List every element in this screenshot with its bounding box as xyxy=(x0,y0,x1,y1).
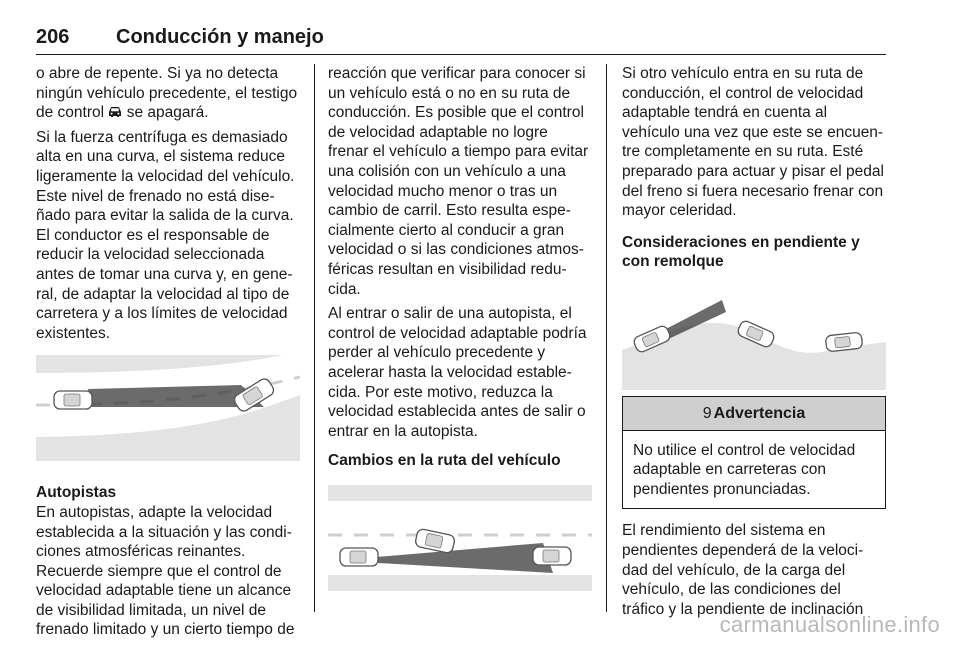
watermark: carmanualsonline.info xyxy=(719,612,940,637)
column-divider xyxy=(314,64,315,612)
page-header xyxy=(36,24,886,55)
paragraph: En autopistas, adapte la velocidad establecida a la situación y las condi-ciones atmosféricas reinantes. Recuerde siempre que el control de velocidad adaptable tiene un alcance de visibilidad limitada, un nivel de frenado limitado y un cierto tiempo de xyxy=(36,503,295,639)
chapter-title: Conducción y manejo xyxy=(116,26,324,48)
own-car xyxy=(340,548,378,566)
section-heading: Autopistas xyxy=(36,484,117,502)
page-number: 206 xyxy=(36,26,70,48)
paragraph: o abre de repente. Si ya no detecta ningún vehículo precedente, el testigo de control se apagará. xyxy=(36,65,298,122)
warning-symbol: 9 xyxy=(702,404,712,422)
lane-change-illustration xyxy=(328,485,592,591)
slope-illustration xyxy=(622,284,886,390)
own-car xyxy=(54,391,92,409)
paragraph: Si la fuerza centrífuga es demasiado alta en una curva, el sistema reduce ligeramente la velocidad del vehículo. Este nivel de frenado no está dise-ñado para evitar la salida de la curva. El conductor es el responsable de reducir la velocidad seleccionada antes de tomar una curva y, en gene-ral, de adaptar la velocidad al tipo de carretera y a los límites de velocidad existentes. xyxy=(36,128,295,342)
warning-box xyxy=(622,396,886,509)
paragraph: reacción que verificar para conocer si un vehículo está o no en su ruta de conducción. Es posible que el control de velocidad adaptable no logre frenar el vehículo a tiempo para evitar una colisión con un vehículo a una velocidad mucho menor o tras un cambio de carril. Esto resulta espe-cialmente cierto al conducir a gran velocidad o si las condiciones atmos-féricas resultan en visibilidad redu-cida. xyxy=(328,65,589,298)
paragraph: Al entrar o salir de una autopista, el control de velocidad adaptable podría perder al vehículo precedente y acelerar hasta la velocidad estable-cida. Por este motivo, reduzca la velocidad establecida antes de salir o entrar en la autopista. xyxy=(328,305,587,440)
paragraph: Si otro vehículo entra en su ruta de conducción, el control de velocidad adaptable tendrá en cuenta al vehículo una vez que este se encuen-tre completamente en su ruta. Esté preparado para actuar y pisar el pedal del freno si fuera necesario frenar con mayor celeridad. xyxy=(622,65,884,220)
column-divider xyxy=(606,64,607,612)
car-front-icon xyxy=(108,106,122,118)
preceding-car xyxy=(533,547,571,565)
section-heading: Cambios en la ruta del vehículo xyxy=(328,452,561,470)
curve-road-illustration xyxy=(36,355,300,461)
warning-title: Advertencia xyxy=(713,404,806,422)
column-2 xyxy=(328,64,592,591)
column-1 xyxy=(36,64,300,645)
warning-header xyxy=(623,397,885,431)
downhill-car xyxy=(825,332,862,352)
column-3 xyxy=(622,64,886,624)
paragraph: El rendimiento del sistema en pendientes dependerá de la veloci-dad del vehículo, de la carga del vehículo, de las condiciones del tráfico y la pendiente de inclinación xyxy=(622,522,864,618)
warning-text: No utilice el control de velocidad adaptable en carreteras con pendientes pronunciadas. xyxy=(633,441,856,498)
section-heading: Consideraciones en pendiente y con remolque xyxy=(622,233,860,271)
